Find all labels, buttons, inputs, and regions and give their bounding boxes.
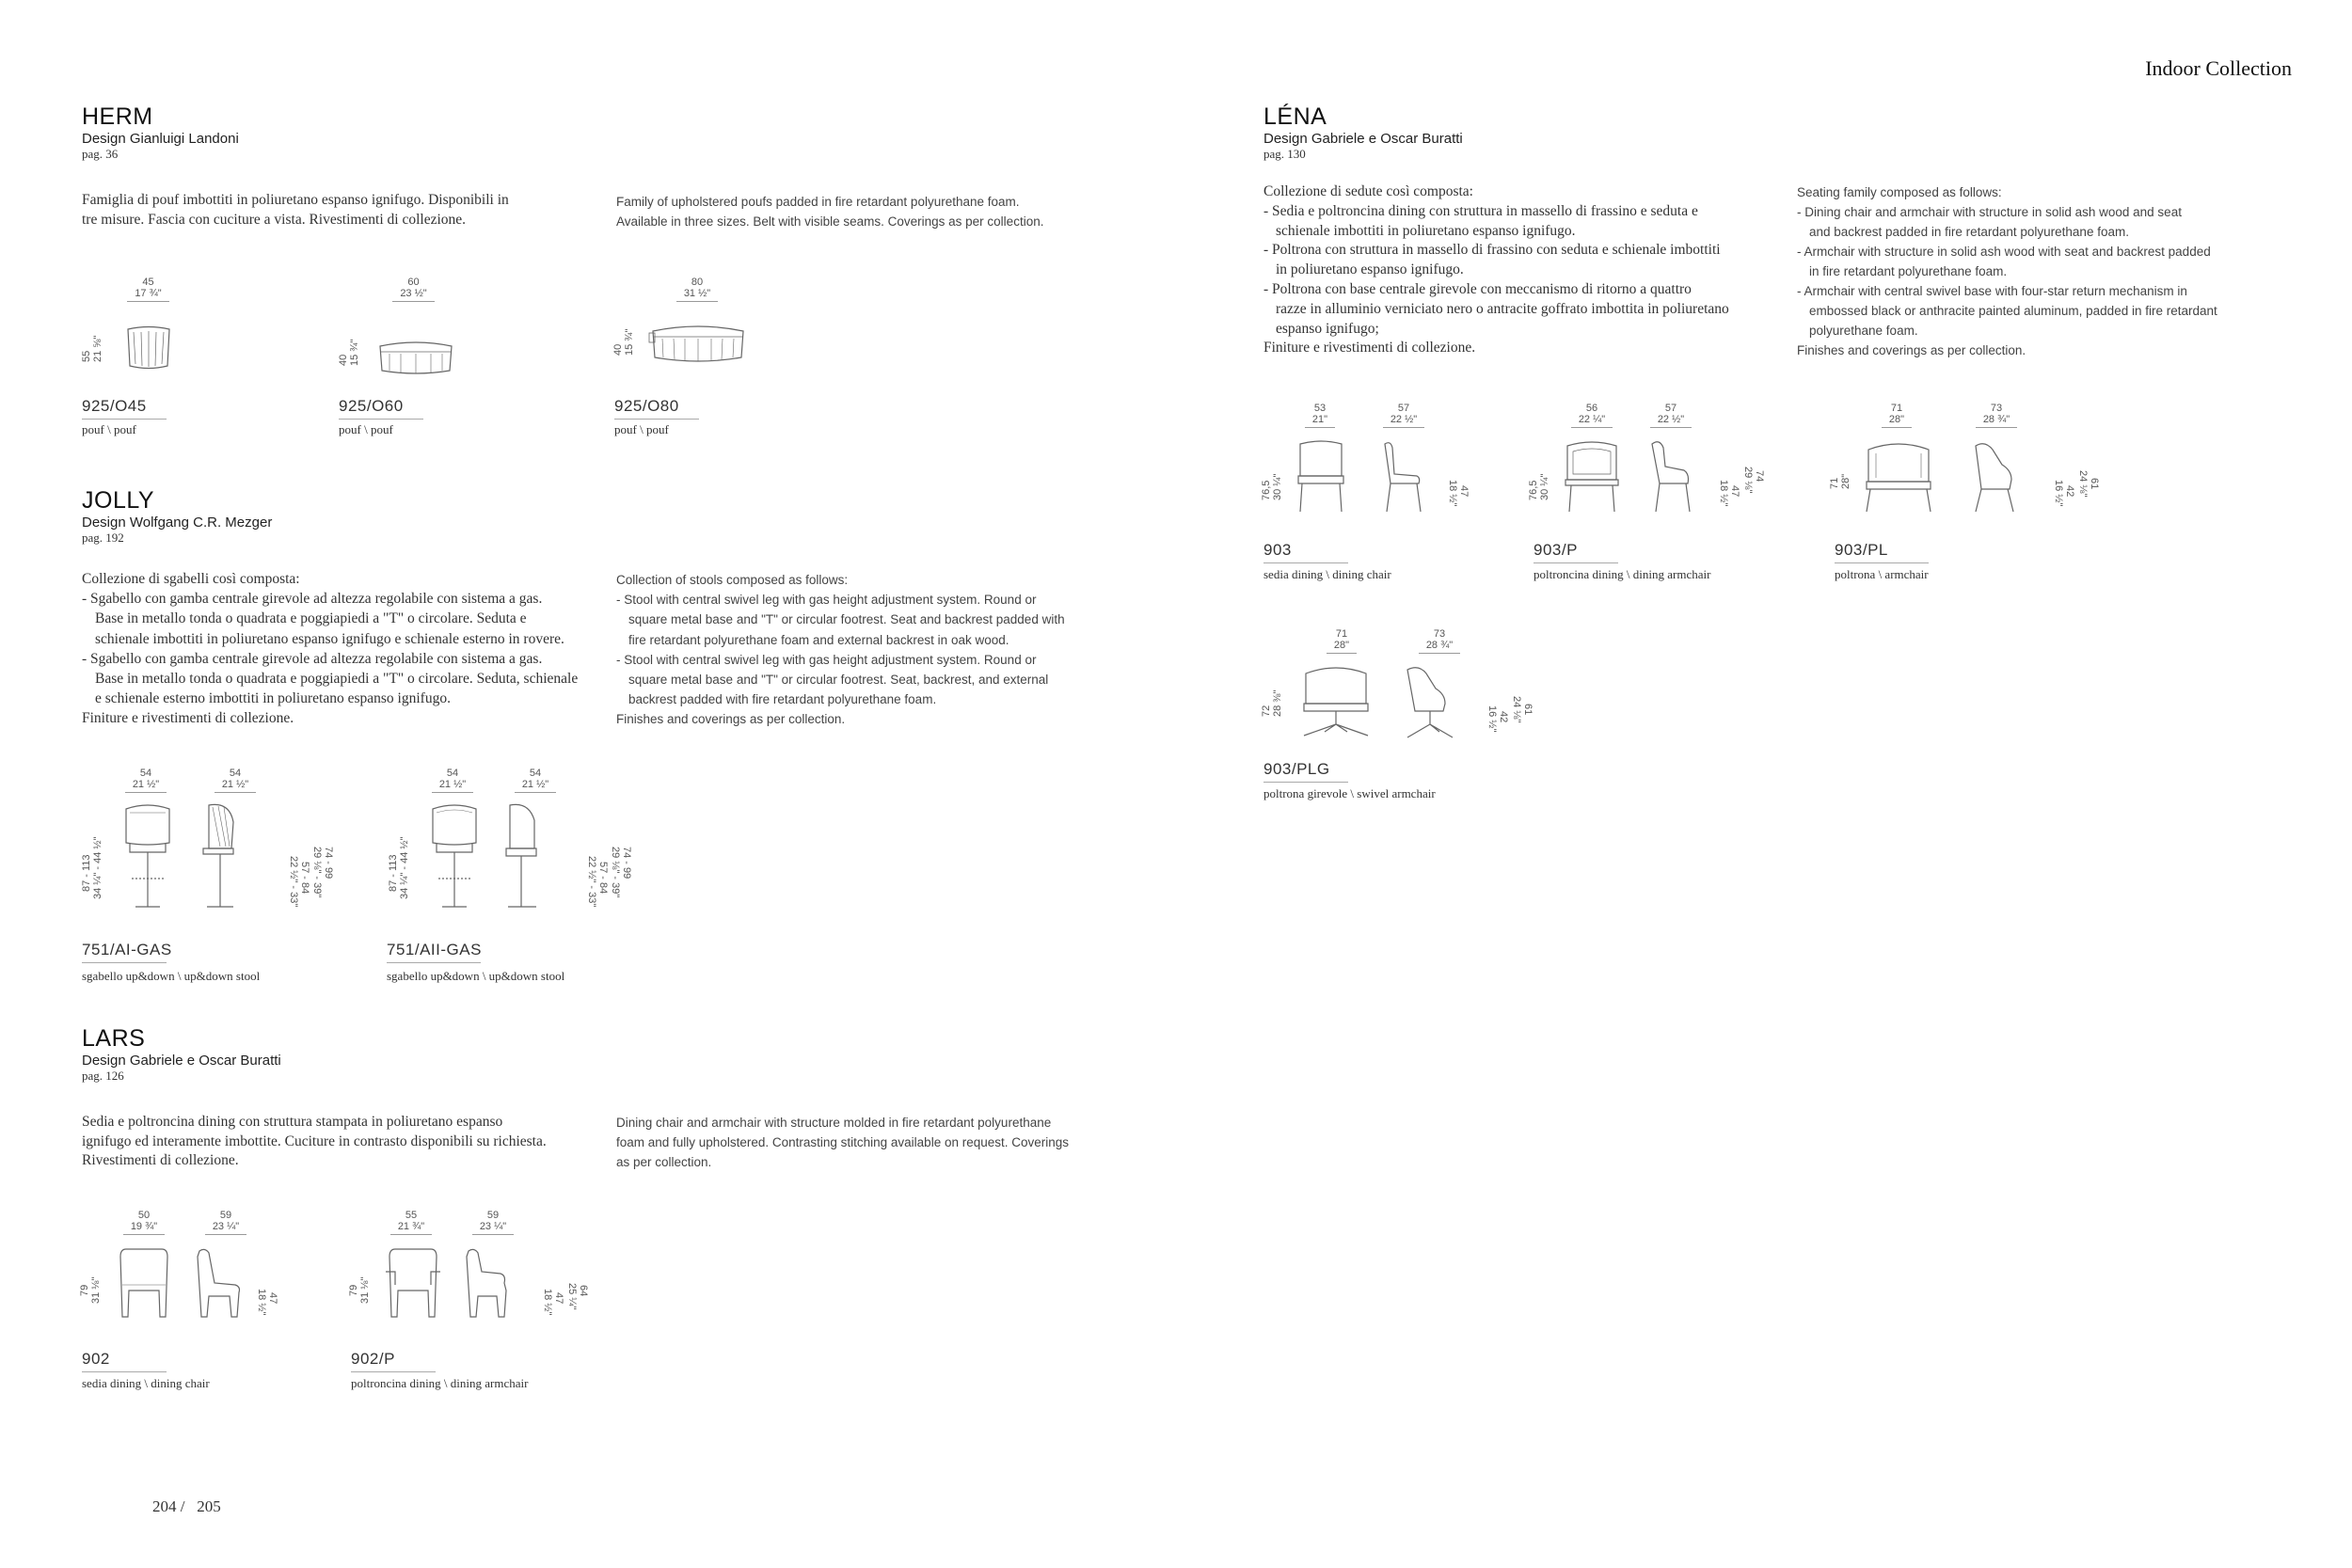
product-caption: poltrona girevole \ swivel armchair <box>1263 786 1436 800</box>
dim-height: 71 <box>1829 477 1840 489</box>
dim-seat-height: 57 - 84 <box>597 862 609 895</box>
dim-seat-height-in: 16 ½" <box>1486 705 1498 733</box>
lars-description-it: Sedia e poltroncina dining con struttura stampata in poliuretano espanso ignifugo ed interamente imbottite. Cuciture in contrasto disponibili su richiesta. Rivestimenti di collezione. <box>82 1114 547 1168</box>
armchair-903pl-drawing <box>1861 438 2049 514</box>
swivel-armchair-drawing <box>1298 662 1486 739</box>
dim-arm-height-in: 29 ⅛" <box>1742 467 1754 494</box>
dim-depth: 73 28 ¾" <box>1402 628 1477 654</box>
product-code: 925/O45 <box>82 397 167 420</box>
armchair-902p-drawing <box>384 1247 534 1321</box>
designer: Design Gabriele e Oscar Buratti <box>82 1053 281 1069</box>
dim-depth: 59 23 ¼" <box>466 1210 520 1235</box>
dim-width: 80 31 ½" <box>664 277 730 302</box>
dim-height: 72 <box>1261 705 1272 717</box>
dim-height-in: 21 ⅝" <box>92 335 103 362</box>
dim-depth: 57 22 ½" <box>1645 403 1697 428</box>
dim-height-in: 34 ¼" - 44 ½" <box>399 836 410 899</box>
chair-902-drawing <box>117 1247 267 1321</box>
product-caption: sgabello up&down \ up&down stool <box>82 969 261 983</box>
dim-depth: 59 23 ¼" <box>199 1210 253 1235</box>
dim-seat-height-in: 18 ½" <box>1447 480 1458 507</box>
dim-top-height-in: 29 ⅛" - 39" <box>311 847 323 898</box>
page-ref: pag. 130 <box>1263 147 1306 161</box>
dim-width: 55 21 ¾" <box>384 1210 438 1235</box>
designer: Design Wolfgang C.R. Mezger <box>82 515 273 531</box>
dim-depth: 54 21 ½" <box>508 768 563 793</box>
product-code: 903/PLG <box>1263 760 1348 783</box>
product-code: 902 <box>82 1350 167 1372</box>
pouf-large-drawing <box>647 320 749 367</box>
herm-description-it: Famiglia di pouf imbottiti in poliuretano espanso ignifugo. Disponibili in tre misure. Fascia con cuciture a vista. Rivestimenti di collezione. <box>82 192 509 228</box>
jolly-description-it: Collezione di sgabelli così composta: - Sgabello con gamba centrale girevole ad altezza regolabile con sistema a gas. Base in metallo tonda o quadrata e poggiapiedi a "T" o circolare. Seduta e schienale imbottiti in poliuretano espanso ignifugo e schienale esterno in rovere. - Sgabello con gamba centrale girevole ad altezza regolabile con sistema a gas. Base in metallo tonda o quadrata e poggiapiedi a "T" o circolare. Seduta, schienale e schienale esterno imbottiti in poliuretano espanso ignifugo. Finiture e rivestimenti di collezione. <box>82 571 579 727</box>
dim-width: 56 22 ¼" <box>1565 403 1618 428</box>
dim-width: 60 23 ½" <box>388 277 439 302</box>
dim-seat-height: 47 <box>1729 485 1740 498</box>
product-caption: sgabello up&down \ up&down stool <box>387 969 565 983</box>
dim-height: 76,5 <box>1261 480 1272 500</box>
dim-depth: 57 22 ½" <box>1377 403 1430 428</box>
lena-description-en: Seating family composed as follows: - Dining chair and armchair with structure in solid ash wood and seat and backrest padded in fire retardant polyurethane foam. - Armchair with structure in solid ash wood with seat and backrest padded in fire retardant polyurethane foam. - Armchair with central swivel base with four-star return mechanism in embossed black or anthracite painted aluminum, padded in fire retardant polyurethane foam. Finishes and coverings as per collection. <box>1797 185 2217 357</box>
product-code: 925/O80 <box>614 397 699 420</box>
dim-height: 87 - 113 <box>81 854 92 892</box>
product-caption: sedia dining \ dining chair <box>82 1376 210 1390</box>
lars-description-en: Dining chair and armchair with structure molded in fire retardant polyurethane foam and fully upholstered. Contrasting stitching available on request. Coverings as per collection. <box>616 1116 1070 1169</box>
dim-seat-height-in: 22 ½" - 33" <box>288 856 299 908</box>
designer: Design Gianluigi Landoni <box>82 131 239 147</box>
product-caption: pouf \ pouf <box>82 422 136 436</box>
dim-height-in: 28" <box>1840 473 1851 489</box>
product-title: HERM <box>82 103 153 130</box>
product-title: JOLLY <box>82 487 155 514</box>
dim-width: 45 17 ¾" <box>122 277 174 302</box>
dim-height-in: 34 ¼" - 44 ½" <box>92 836 103 899</box>
dim-height-in: 15 ¾" <box>624 328 635 356</box>
stool-a-drawing <box>117 801 277 912</box>
dim-height: 55 <box>81 350 92 362</box>
product-code: 903 <box>1263 541 1348 563</box>
page-numbers: 204 / 205 <box>152 1497 221 1515</box>
dim-width: 53 21" <box>1296 403 1343 428</box>
product-code: 751/AI-GAS <box>82 941 167 963</box>
product-title: LARS <box>82 1025 146 1052</box>
dim-depth: 73 28 ¾" <box>1959 403 2034 428</box>
dim-seat-height-in: 18 ½" <box>542 1289 553 1316</box>
dim-seat-height: 47 <box>553 1292 564 1305</box>
dim-arm-height-in: 24 ⅛" <box>2077 470 2089 498</box>
dim-height-in: 31 ⅛" <box>90 1276 102 1304</box>
dim-seat-height-in: 22 ½" - 33" <box>586 856 597 908</box>
dim-height: 40 <box>338 354 349 366</box>
stool-b-drawing <box>423 801 583 912</box>
product-title: LÉNA <box>1263 103 1327 130</box>
dim-seat-height-in: 18 ½" <box>1718 480 1729 507</box>
dim-width: 71 28" <box>1315 628 1368 654</box>
collection-title: Indoor Collection <box>2145 56 2292 80</box>
dim-height: 76,5 <box>1528 480 1539 500</box>
dim-arm-height: 61 <box>2089 478 2100 490</box>
product-caption: poltroncina dining \ dining armchair <box>1534 567 1711 581</box>
dim-top-height-in: 29 ⅛" - 39" <box>610 847 621 898</box>
product-code: 903/PL <box>1835 541 1929 563</box>
dim-top-height: 74 - 99 <box>323 847 334 879</box>
jolly-section <box>82 487 272 546</box>
dim-height-in: 15 ¾" <box>349 339 360 366</box>
dim-seat-height: 42 <box>2064 485 2075 498</box>
product-code: 925/O60 <box>339 397 423 420</box>
dim-seat-height: 57 - 84 <box>299 862 310 895</box>
page-ref: pag. 36 <box>82 147 119 161</box>
product-caption: sedia dining \ dining chair <box>1263 567 1391 581</box>
product-caption: pouf \ pouf <box>614 422 669 436</box>
page-ref: pag. 126 <box>82 1069 124 1083</box>
dim-height: 79 <box>348 1284 359 1296</box>
dim-width: 71 28" <box>1870 403 1923 428</box>
dim-top-height: 74 - 99 <box>621 847 632 879</box>
dim-depth: 54 21 ½" <box>208 768 262 793</box>
armchair-903p-drawing <box>1562 438 1712 514</box>
product-code: 903/P <box>1534 541 1618 563</box>
dim-height: 40 <box>612 343 624 356</box>
chair-903-drawing <box>1293 438 1443 514</box>
product-caption: pouf \ pouf <box>339 422 393 436</box>
dim-height-in: 30 ¼" <box>1539 473 1550 500</box>
dim-seat-height: 47 <box>1458 485 1470 498</box>
dim-arm-height-in: 25 ¼" <box>566 1283 578 1310</box>
dim-height: 79 <box>79 1284 90 1296</box>
dim-width: 54 21 ½" <box>119 768 173 793</box>
dim-arm-height: 61 <box>1522 704 1534 716</box>
dim-seat-height: 47 <box>267 1292 278 1305</box>
herm-section <box>82 103 239 162</box>
pouf-small-drawing <box>120 325 177 373</box>
dim-width: 54 21 ½" <box>425 768 480 793</box>
dim-width: 50 19 ¾" <box>117 1210 171 1235</box>
dim-height-in: 28 ⅜" <box>1272 689 1283 717</box>
dim-height: 87 - 113 <box>388 854 399 892</box>
product-code: 902/P <box>351 1350 436 1372</box>
dim-arm-height: 64 <box>578 1285 589 1297</box>
dim-seat-height: 42 <box>1498 711 1509 723</box>
dim-seat-height-in: 18 ½" <box>256 1289 267 1316</box>
dim-height-in: 30 ¼" <box>1272 473 1283 500</box>
product-caption: poltrona \ armchair <box>1835 567 1929 581</box>
designer: Design Gabriele e Oscar Buratti <box>1263 131 1463 147</box>
dim-arm-height-in: 24 ⅛" <box>1511 696 1522 723</box>
dim-height-in: 31 ⅛" <box>359 1276 371 1304</box>
herm-description-en: Family of upholstered poufs padded in fire retardant polyurethane foam. Available in three sizes. Belt with visible seams. Coverings as per collection. <box>616 195 1044 229</box>
dim-seat-height-in: 16 ½" <box>2053 480 2064 507</box>
page-ref: pag. 192 <box>82 531 124 545</box>
jolly-description-en: Collection of stools composed as follows: - Stool with central swivel leg with gas height adjustment system. Round or square metal base and "T" or circular footrest. Seat and backrest padded with fire retardant polyurethane foam and external backrest in oak wood. - Stool with central swivel leg with gas height adjustment system. Round or square metal base and "T" or circular footrest. Seat, backrest, and external backrest padded with fire retardant polyurethane foam. Finishes and coverings as per collection. <box>616 573 1065 727</box>
product-caption: poltroncina dining \ dining armchair <box>351 1376 529 1390</box>
product-code: 751/AII-GAS <box>387 941 481 963</box>
pouf-medium-drawing <box>376 339 455 376</box>
lars-section <box>82 1025 281 1084</box>
lena-section <box>1263 103 1463 162</box>
lena-description-it: Collezione di sedute così composta: - Sedia e poltroncina dining con struttura in massello di frassino e seduta e schienale imbottiti in poliuretano espanso ignifugo. - Poltrona con struttura in massello di frassino con seduta e schienale imbottiti in poliuretano espanso ignifugo. - Poltrona con base centrale girevole con meccanismo di ritorno a quattro razze in alluminio verniciato nero o antracite goffrato imbottita in poliuretano espanso ignifugo; Finiture e rivestimenti di collezione. <box>1263 183 1729 356</box>
dim-arm-height: 74 <box>1754 470 1765 483</box>
